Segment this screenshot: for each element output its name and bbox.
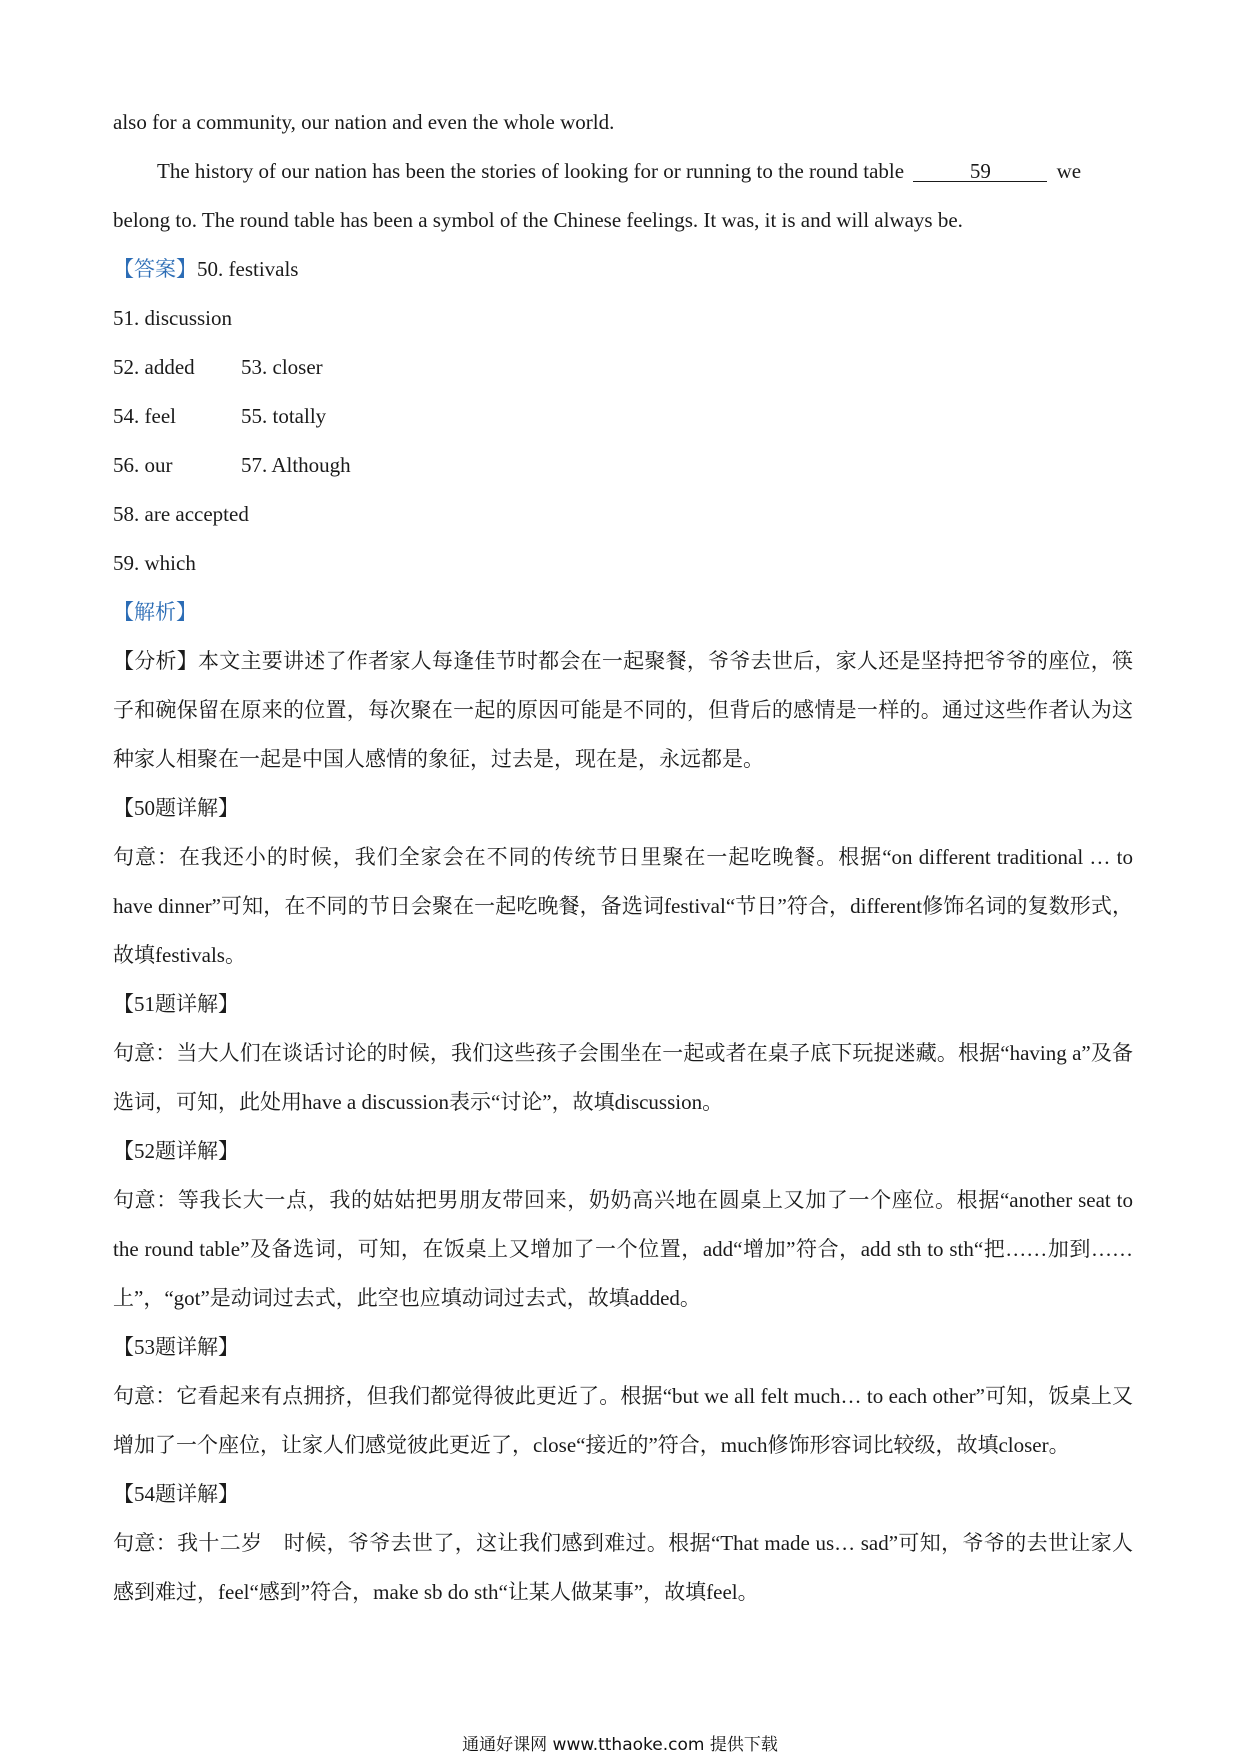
passage-line: belong to. The round table has been a symbol of the Chinese feelings. It was, it is and will always be. (113, 208, 963, 232)
answer-item: 58. are accepted (113, 502, 249, 526)
answer-pair (113, 392, 1133, 441)
answer-label: 【答案】 (113, 257, 197, 281)
q51-heading: 【51题详解】 (113, 992, 239, 1016)
q52-heading: 【52题详解】 (113, 1139, 239, 1163)
answer-item: 53. closer (241, 355, 323, 379)
answer-item: 55. totally (241, 404, 327, 428)
answer-item: 57. Although (241, 453, 351, 477)
q54-explanation: 句意：我十二岁 时候，爷爷去世了，这让我们感到难过。根据“That made us… sad”可知，爷爷的去世让家人感到难过，feel“感到”符合，make sb do sth“让某人做某事”，故填feel。 (113, 1531, 1133, 1604)
blank-59: 59 (913, 161, 1047, 182)
passage-line: also for a community, our nation and even the whole world. (113, 110, 615, 134)
passage-line-with-blank (113, 147, 1133, 196)
answer-item: 52. added (113, 355, 195, 379)
answer-pair (113, 343, 1133, 392)
analysis-summary: 【分析】本文主要讲述了作者家人每逢佳节时都会在一起聚餐，爷爷去世后，家人还是坚持把爷爷的座位，筷子和碗保留在原来的位置，每次聚在一起的原因可能是不同的，但背后的感情是一样的。通过这些作者认为这种家人相聚在一起是中国人感情的象征，过去是，现在是，永远都是。 (113, 649, 1133, 771)
q51-explanation: 句意：当大人们在谈话讨论的时候，我们这些孩子会围坐在一起或者在桌子底下玩捉迷藏。根据“having a”及备选词，可知，此处用have a discussion表示“讨论”，故填discussion。 (113, 1041, 1133, 1114)
page-footer: 通通好课网 www.tthaoke.com 提供下载 (462, 1735, 778, 1755)
passage-text: The history of our nation has been the stories of looking for or running to the round table (157, 159, 905, 183)
answer-item: 59. which (113, 551, 196, 575)
q50-explanation: 句意：在我还小的时候，我们全家会在不同的传统节日里聚在一起吃晚餐。根据“on different traditional … to have dinner”可知，在不同的节日会聚在一起吃晚餐，备选词festival“节日”符合，different修饰名词的复数形式，故填festivals。 (113, 845, 1133, 967)
answer-heading (113, 245, 1133, 294)
analysis-label: 【解析】 (113, 600, 197, 624)
answer-pair (113, 441, 1133, 490)
answer-item: 54. feel (113, 404, 176, 428)
passage-text: we (1056, 159, 1082, 183)
q50-heading: 【50题详解】 (113, 796, 239, 820)
answer-item: 50. festivals (197, 257, 299, 281)
page-content (113, 98, 1133, 1617)
q53-explanation: 句意：它看起来有点拥挤，但我们都觉得彼此更近了。根据“but we all felt much… to each other”可知，饭桌上又增加了一个座位，让家人们感觉彼此更近了，close“接近的”符合，much修饰形容词比较级，故填closer。 (113, 1384, 1133, 1457)
answer-item: 51. discussion (113, 306, 233, 330)
q54-heading: 【54题详解】 (113, 1482, 239, 1506)
answer-item: 56. our (113, 453, 173, 477)
q52-explanation: 句意：等我长大一点，我的姑姑把男朋友带回来，奶奶高兴地在圆桌上又加了一个座位。根据“another seat to the round table”及备选词，可知，在饭桌上又增加了一个位置，add“增加”符合，add sth to sth“把……加到……上”，“got”是动词过去式，此空也应填动词过去式，故填added。 (113, 1188, 1133, 1310)
q53-heading: 【53题详解】 (113, 1335, 239, 1359)
